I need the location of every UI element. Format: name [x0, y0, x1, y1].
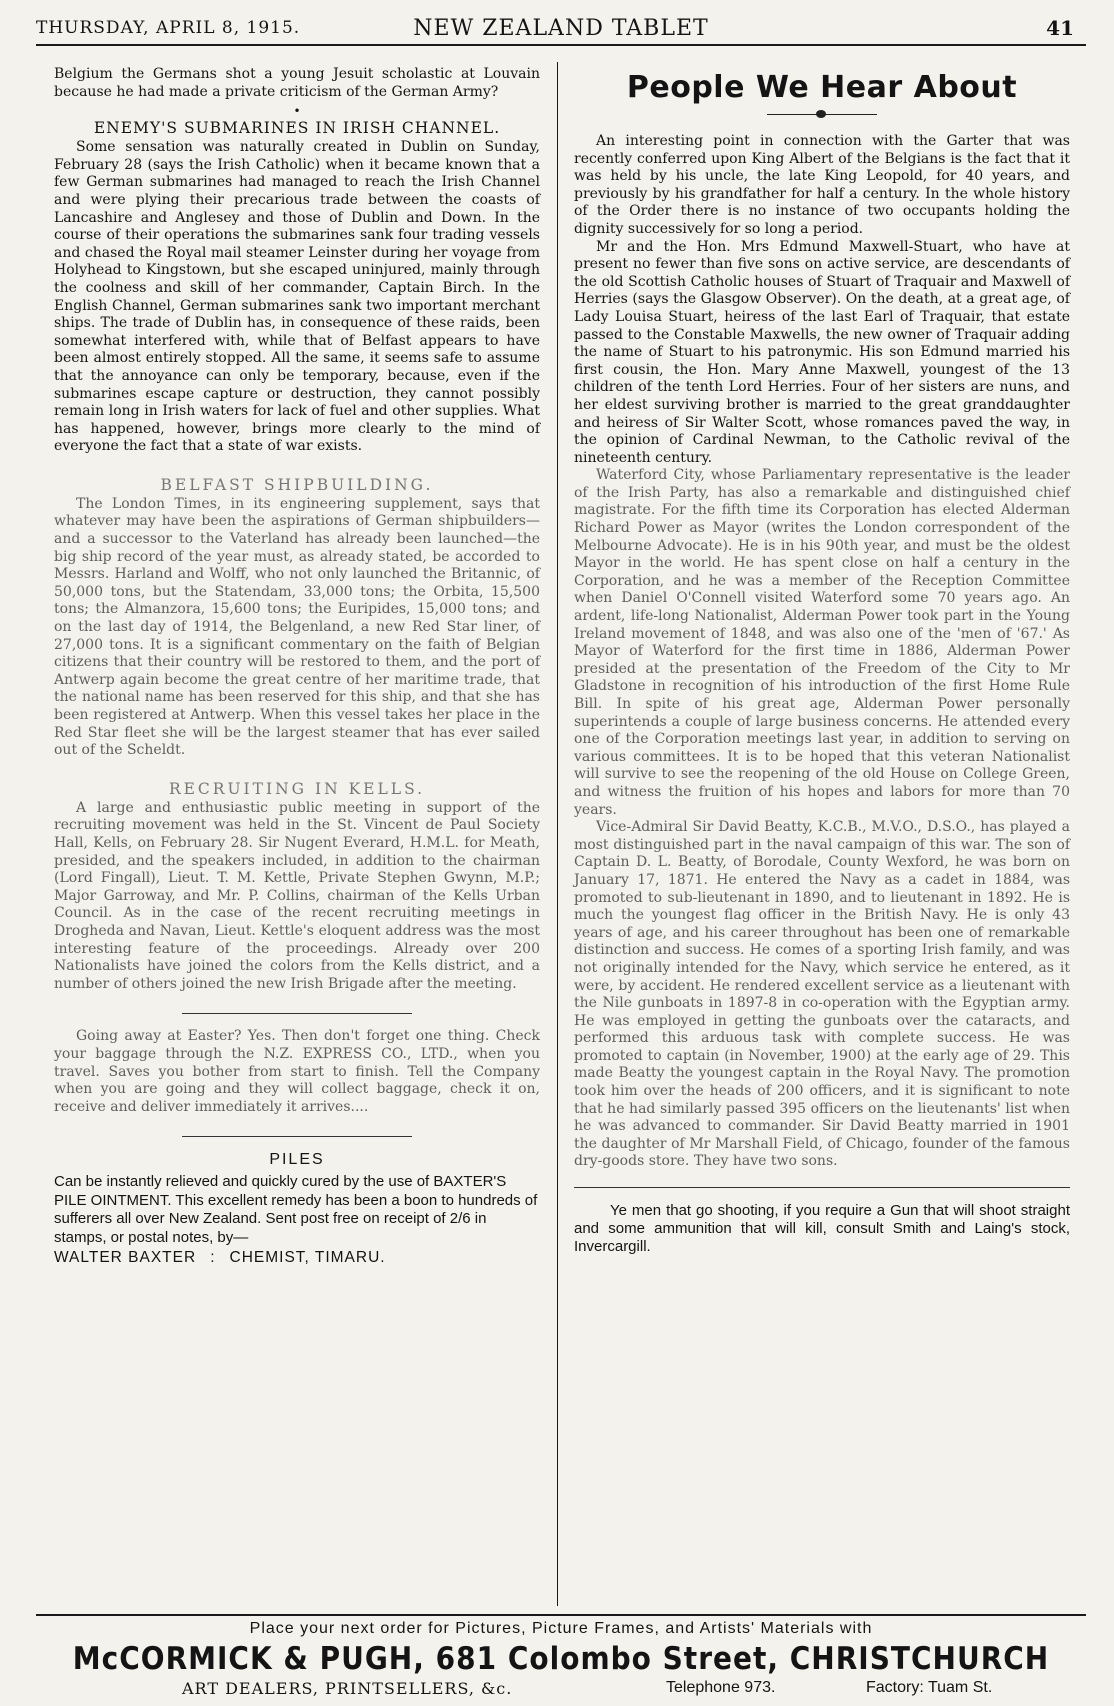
submarines-article: Some sensation was naturally created in Dublin on Sunday, February 28 (says the Irish Catholic) when it became known that a few German submarines had managed to reach the Irish Channel and were plying their precarious trade between the coasts of Lancashire and Anglesey and those of Dublin and Down. In the course of their operations the submarines sank four trading vessels and chased the Royal mail steamer Leinster during her voyage from Holyhead to Kingstown, but she escaped uninjured, mainly through the coolness and skill of her commander, Captain Birch. In the English Channel, German submarines sank two important merchant ships. The trade of Dublin has, in consequence of these raids, been somewhat interfered with, while that of Belfast appears to have been almost entirely stopped. All the same, it seems safe to assume that the annoyance can only be temporary, because, even if the submarines escape capture or destruction, they cannot possibly remain long in Irish waters for lack of fuel and other supplies. What has happened, however, brings more clearly to the mind of everyone the fact that a state of war exists. — [54, 139, 540, 455]
intro-paragraph: Belgium the Germans shot a young Jesuit scholastic at Louvain because he had made a private criticism of the German Army? — [54, 66, 540, 100]
submarines-heading: ENEMY'S SUBMARINES IN IRISH CHANNEL. — [93, 119, 501, 138]
page-number: 41 — [1046, 16, 1074, 40]
column-divider — [557, 62, 558, 1606]
maxwell-stuart-paragraph: Mr and the Hon. Mrs Edmund Maxwell-Stuart, who have at present no fewer than five sons on active service, are descendants of the old Scottish Catholic houses of Stuart of Traquair and Maxwell of Herries (says the Glasgow Observer). On the death, at a great age, of Lady Louisa Stuart, heiress of the last Earl of Traquair, that estate passed to the Constable Maxwells, the new owner of Traquair adding the name of Stuart to his patronymic. His son Edmund married his first cousin, the Hon. Mary Anne Maxwell, youngest of the 13 children of the tenth Lord Herries. Four of her sisters are nuns, and her eldest surviving brother is married to the great granddaughter and heiress of Sir Walter Scott, whose romances paved the way, in the opinion of Cardinal Newman, to the Catholic revival of the nineteenth century. — [574, 238, 1070, 466]
piles-advertisement — [54, 1151, 540, 1267]
ad-details — [36, 1679, 1086, 1701]
express-advertisement: Going away at Easter? Yes. Then don't forget one thing. Check your baggage through the N.Z. EXPRESS CO., LTD., when you travel. Saves you bother from start to finish. Tell the Company when you are going and they will collect baggage, check it on, receive and deliver immediately it arrives.... — [54, 1028, 540, 1115]
recruiting-heading: RECRUITING IN KELLS. — [168, 779, 426, 798]
garter-paragraph: An interesting point in connection with the Garter that was recently conferred upon King Albert of the Belgians is the fact that it was held by his uncle, the late King Leopold, for 40 years, and previously by his grandfather for half a century. In the whole history of the Order there is no instance of two occupants holding the dignity successively for so long a period. — [574, 133, 1070, 237]
belfast-heading: BELFAST SHIPBUILDING. — [160, 475, 434, 494]
section-divider: • — [293, 104, 301, 119]
ad-factory: Factory: Tuam St. — [866, 1679, 993, 1696]
title-ornament — [767, 109, 877, 119]
belfast-article: The London Times, in its engineering supplement, says that whatever may have been the aspirations of German shipbuilders—and a successor to the Vaterland has already been launched—the big ship record of the year must, as already stated, be accorded to Messrs. Harland and Wolff, who not only launched the Britannic, of 50,000 tons, but the Statendam, 33,000 tons; the Orbita, 15,500 tons; the Almanzora, 15,600 tons; the Euripides, 15,000 tons; and on the last day of 1914, the Belgenland, a new Red Star liner, of 27,000 tons. It is a significant commentary on the faith of Belgian citizens that their country will be restored to them, and the port of Antwerp again become the great centre of her maritime trade, that the national name has been reserved for this ship, and that she has been registered at Antwerp. When this vessel takes her place in the Red Star fleet she will be the largest steamer that has ever sailed out of the Scheldt. — [54, 495, 540, 759]
recruiting-article: A large and enthusiastic public meeting in support of the recruiting movement was held in the St. Vincent de Paul Society Hall, Kells, on February 28. Sir Nugent Everard, H.M.L. for Meath, presided, and the speakers included, in addition to the chairman (Lord Fingall), Lieut. T. M. Kettle, Private Stephen Gwynn, M.P.; Major Garroway, and Mr. P. Collins, chairman of the Kells Urban Council. As in the case of the recent recruiting meetings in Drogheda and Navan, Lieut. Kettle's eloquent address was the most interesting feature of the proceedings. Already over 200 Nationalists have joined the colors from the Kells district, and a number of others joined the new Irish Brigade after the meeting. — [54, 799, 540, 992]
waterford-paragraph: Waterford City, whose Parliamentary representative is the leader of the Irish Party, has also a remarkable and distinguished chief magistrate. For the fifth time its Corporation has elected Alderman Richard Power as Mayor (writes the London correspondent of the Melbourne Advocate). He is in his 90th year, and must be the oldest Mayor in the world. He has spent close on half a century in the Corporation, and he was a member of the Reception Committee when Daniel O'Connell visited Waterford some 70 years ago. An ardent, life-long Nationalist, Alderman Power took part in the Young Ireland movement of 1848, and was also one of the 'men of '67.' As Mayor of Waterford for the first time in 1886, Alderman Power presided at the presentation of the Freedom of the City to Mr Gladstone in recognition of his introduction of the first Home Rule Bill. In spite of his great age, Alderman Power personally superintends a couple of large business concerns. He attended every one of the Corporation meetings last year, in addition to serving on various committees. It is to be hoped that this veteran Nationalist will survive to see the reopening of the old House on College Green, and witness the fruition of his hopes and labors for more than 70 years. — [574, 467, 1070, 818]
section-rule — [574, 1187, 1070, 1188]
footer-rule — [36, 1614, 1086, 1616]
advertiser-name: WALTER BAXTER — [54, 1249, 197, 1267]
section-rule — [182, 1136, 412, 1137]
issue-date: THURSDAY, APRIL 8, 1915. — [36, 18, 301, 38]
page-header — [36, 16, 1086, 42]
advertiser-place: CHEMIST, TIMARU. — [229, 1249, 386, 1267]
piles-body: Can be instantly relieved and quickly cured by the use of BAXTER'S PILE OINTMENT. This excellent remedy has been a boon to hundreds of sufferers all over New Zealand. Sent post free on receipt of 2/6 in stamps, or postal notes, by— — [54, 1173, 538, 1246]
header-rule — [36, 44, 1086, 46]
publication-title: NEW ZEALAND TABLET — [413, 16, 709, 41]
piles-signature — [54, 1249, 540, 1267]
signature-separator: : — [210, 1249, 216, 1267]
bottom-advertisement — [36, 1620, 1086, 1701]
piles-heading: PILES — [269, 1151, 325, 1169]
section-rule — [182, 1013, 412, 1014]
left-column — [54, 66, 540, 1267]
ad-intro: Place your next order for Pictures, Picture Frames, and Artists' Materials with — [249, 1620, 873, 1637]
gun-advertisement: Ye men that go shooting, if you require a Gun that will shoot straight and some ammunition that will kill, consult Smith and Laing's stock, Invercargill. — [574, 1202, 1070, 1256]
beatty-paragraph: Vice-Admiral Sir David Beatty, K.C.B., M.V.O., D.S.O., has played a most distinguished part in the naval campaign of this war. The son of Captain D. L. Beatty, of Borodale, County Wexford, he was born on January 17, 1871. He entered the Navy as a cadet in 1884, was promoted to sub-lieutenant in 1890, and to lieutenant in 1892. He is much the youngest flag officer in the British Navy. He is only 43 years of age, and his career throughout has been one of remarkable distinction and success. He comes of a sporting Irish family, and was not originally intended for the Navy, which service he entered, as it were, by accident. He rendered excellent service as a lieutenant with the Nile gunboats in 1897-8 in co-operation with the Egyptian army. He was employed in getting the gunboats over the cataracts, and performed this arduous task with complete success. He was promoted to captain (in November, 1900) at the early age of 29. This made Beatty the youngest captain in the Royal Navy. The promotion took him over the heads of 200 officers, and it is significant to note that he had similarly passed 395 officers on the lieutenants' list when he was advanced to commander. Sir David Beatty married in 1901 the daughter of Mr Marshall Field, of Chicago, founder of the famous dry-goods store. They have two sons. — [574, 819, 1070, 1170]
ad-firm-name: McCORMICK & PUGH, 681 Colombo Street, CHRISTCHURCH — [72, 1640, 1050, 1677]
right-column — [574, 66, 1070, 1256]
feature-title: People We Hear About — [626, 70, 1018, 105]
ad-trade: ART DEALERS, PRINTSELLERS, &c. — [182, 1679, 513, 1698]
ad-telephone: Telephone 973. — [666, 1679, 776, 1696]
